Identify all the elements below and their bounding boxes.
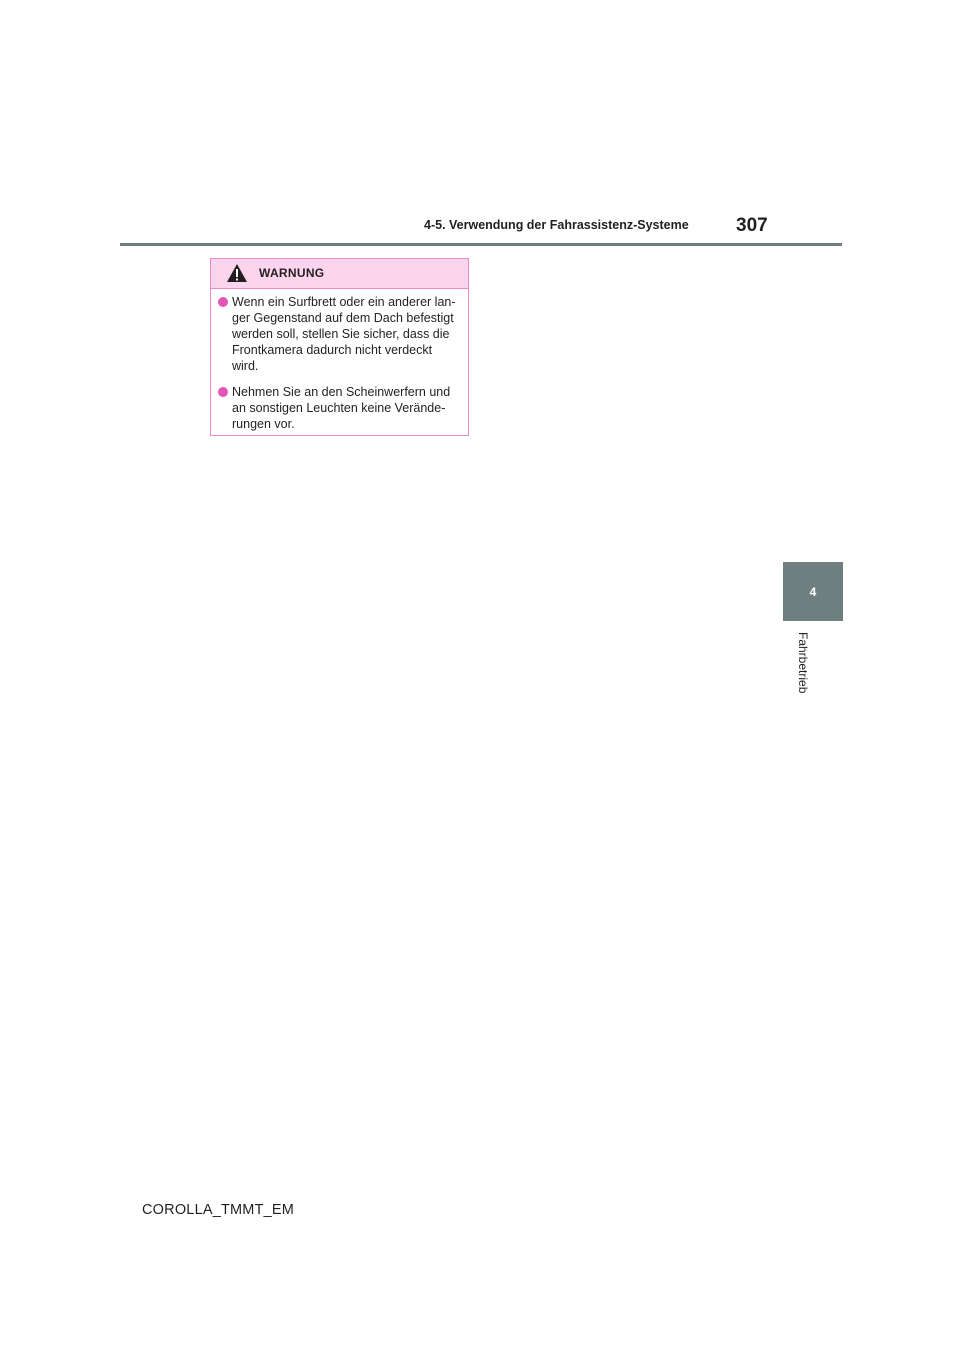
warning-header bbox=[211, 259, 468, 289]
warning-item-text: Wenn ein Surfbrett oder ein anderer lan- ger Gegenstand auf dem Dach befestigt werden soll, stellen Sie sicher, dass die Frontkamera dadurch nicht verdeckt wird. bbox=[232, 295, 456, 373]
warning-box bbox=[210, 258, 469, 436]
warning-triangle-icon bbox=[226, 263, 248, 283]
chapter-label: Fahrbetrieb bbox=[796, 632, 810, 694]
warning-body bbox=[211, 289, 468, 432]
chapter-tab bbox=[783, 562, 843, 621]
bullet-icon bbox=[218, 297, 228, 307]
warning-item bbox=[218, 384, 460, 432]
header-divider bbox=[120, 243, 842, 246]
warning-item-text: Nehmen Sie an den Scheinwerfern und an sonstigen Leuchten keine Verände- rungen vor. bbox=[232, 385, 451, 431]
warning-title: WARNUNG bbox=[259, 266, 325, 280]
page-number: 307 bbox=[736, 215, 768, 236]
warning-item bbox=[218, 294, 460, 374]
footer-document-code: COROLLA_TMMT_EM bbox=[142, 1202, 295, 1218]
chapter-number: 4 bbox=[809, 584, 817, 599]
bullet-icon bbox=[218, 387, 228, 397]
section-title: 4-5. Verwendung der Fahrassistenz-Systeme bbox=[424, 218, 689, 232]
